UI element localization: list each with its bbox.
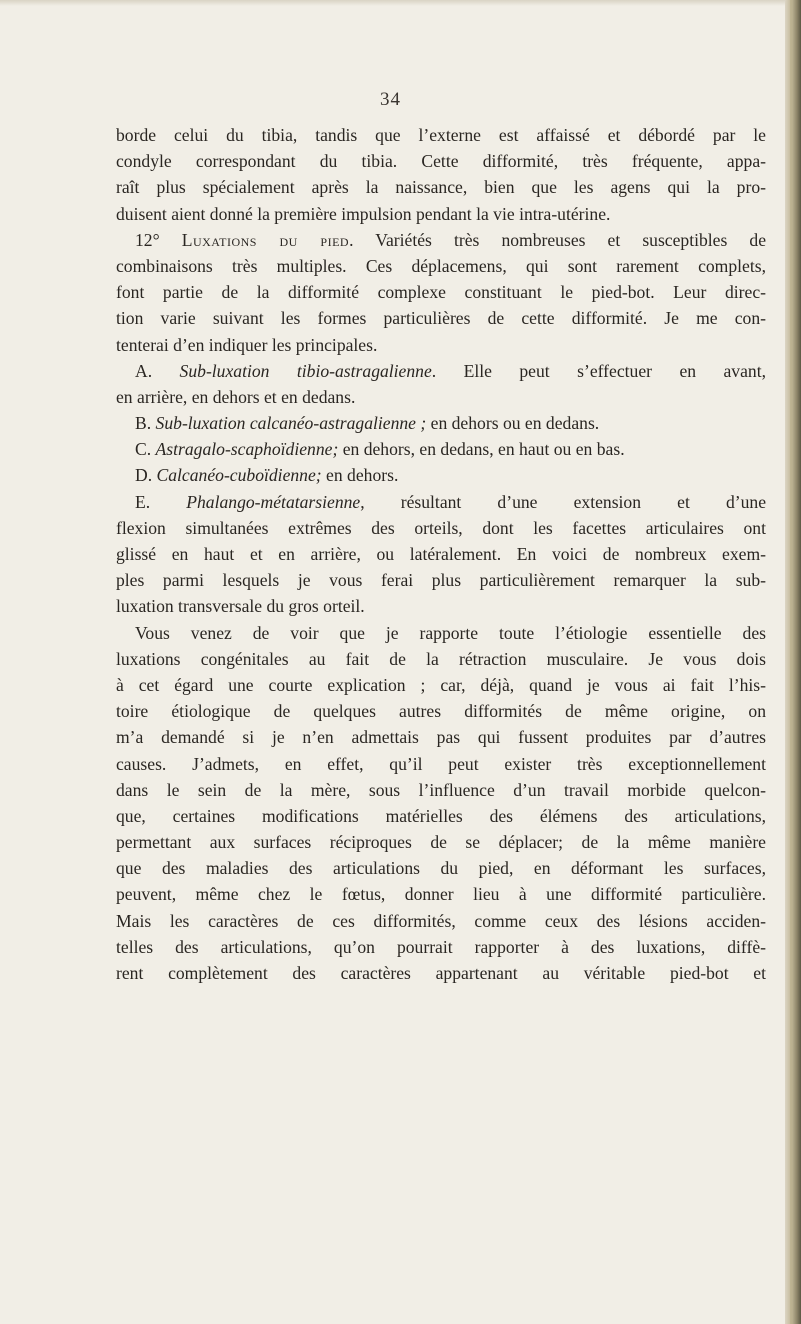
text-line [116,148,766,174]
text-line [116,253,766,279]
text-line [116,122,766,148]
line-text: luxation transversale du gros orteil. [116,596,365,617]
line-text: , résultant d’une extension et d’une [360,491,767,512]
line-text: . Variétés très nombreuses et susceptibles de [349,229,767,250]
text-line [116,724,766,750]
line-text: permettant aux surfaces réciproques de se déplacer; de la même manière [116,832,766,853]
text-line [116,777,766,803]
line-text: à cet égard une courte explication ; car, déjà, quand je vous ai fait l’his- [116,674,766,695]
line-text: borde celui du tibia, tandis que l’externe est affaissé et débordé par le [116,125,766,145]
line-text: en dehors ou en dedans. [426,413,600,434]
line-prefix: A. [135,360,180,381]
text-line [116,698,766,724]
text-line [116,201,766,227]
line-prefix: B. [135,413,156,434]
line-text: en dehors. [321,465,399,486]
text-line [116,855,766,881]
line-prefix: 12° [135,229,182,250]
italic-term: Astragalo-scaphoïdienne; [155,439,339,460]
text-line [116,436,766,462]
line-text: toire étiologique de quelques autres difformités de même origine, on [116,701,766,722]
text-line [116,803,766,829]
text-line [116,332,766,358]
text-line [116,410,766,436]
page-number: 34 [380,89,401,110]
line-text: . Elle peut s’effectuer en avant, [431,360,766,381]
book-binding-edge [785,0,801,1324]
line-text: raît plus spécialement après la naissance, bien que les agens qui la pro- [116,177,766,198]
line-text: luxations congénitales au fait de la rétraction musculaire. Je vous dois [116,648,766,669]
line-prefix: D. [135,465,157,486]
text-line [116,829,766,855]
line-text: en dehors, en dedans, en haut ou en bas. [338,439,625,460]
text-line [116,620,766,646]
text-line [116,174,766,200]
line-text: tion varie suivant les formes particulières de cette difformité. Je me con- [116,308,766,329]
text-line [116,305,766,331]
text-line [116,960,766,986]
text-line [116,227,766,253]
section-heading: Luxations du pied [181,229,350,250]
body-text [116,122,766,986]
italic-term: Sub-luxation tibio-astragalienne [179,360,432,381]
line-text: duisent aient donné la première impulsion pendant la vie intra-utérine. [116,203,611,224]
text-line [116,593,766,619]
line-text: ples parmi lesquels je vous ferai plus particulièrement remarquer la sub- [116,570,766,591]
text-line [116,567,766,593]
text-line [116,908,766,934]
line-text: que des maladies des articulations du pied, en déformant les surfaces, [116,858,766,879]
line-text: causes. J’admets, en effet, qu’il peut exister très exceptionnellement [116,753,766,774]
line-text: dans le sein de la mère, sous l’influence d’un travail morbide quelcon- [116,779,766,800]
italic-term: Calcanéo-cuboïdienne; [156,465,322,486]
line-text: rent complètement des caractères appartenant au véritable pied-bot et [116,963,766,983]
line-text: en arrière, en dehors et en dedans. [116,386,356,407]
text-line [116,646,766,672]
italic-term: Phalango-métatarsienne [186,491,361,512]
line-text: condyle correspondant du tibia. Cette difformité, très fréquente, appa- [116,151,766,172]
line-text: Vous venez de voir que je rapporte toute l’étiologie essentielle des [135,622,766,643]
text-line [116,384,766,410]
page-top-shadow [0,0,785,6]
text-line [116,489,766,515]
line-text: flexion simultanées extrêmes des orteils, dont les facettes articulaires ont [116,517,766,538]
line-text: combinaisons très multiples. Ces déplacemens, qui sont rarement complets, [116,255,766,276]
line-text: tenterai d’en indiquer les principales. [116,334,378,355]
italic-term: Sub-luxation calcanéo-astragalienne ; [155,413,427,434]
line-text: telles des articulations, qu’on pourrait rapporter à des luxations, diffè- [116,936,766,957]
line-text: font partie de la difformité complexe constituant le pied-bot. Leur direc- [116,282,766,303]
text-line [116,358,766,384]
line-prefix: E. [135,491,187,512]
text-line [116,672,766,698]
line-prefix: C. [135,439,156,460]
text-line [116,279,766,305]
text-line [116,515,766,541]
line-text: glissé en haut et en arrière, ou latéralement. En voici de nombreux exem- [116,544,766,564]
line-text: peuvent, même chez le fœtus, donner lieu à une difformité particulière. [116,884,766,905]
text-line [116,462,766,488]
text-line [116,751,766,777]
line-text: m’a demandé si je n’en admettais pas qui fussent produites par d’autres [116,727,766,748]
text-line [116,934,766,960]
line-text: que, certaines modifications matérielles des élémens des articulations, [116,805,766,826]
text-line [116,541,766,567]
line-text: Mais les caractères de ces difformités, comme ceux des lésions acciden- [116,910,766,931]
text-line [116,881,766,907]
